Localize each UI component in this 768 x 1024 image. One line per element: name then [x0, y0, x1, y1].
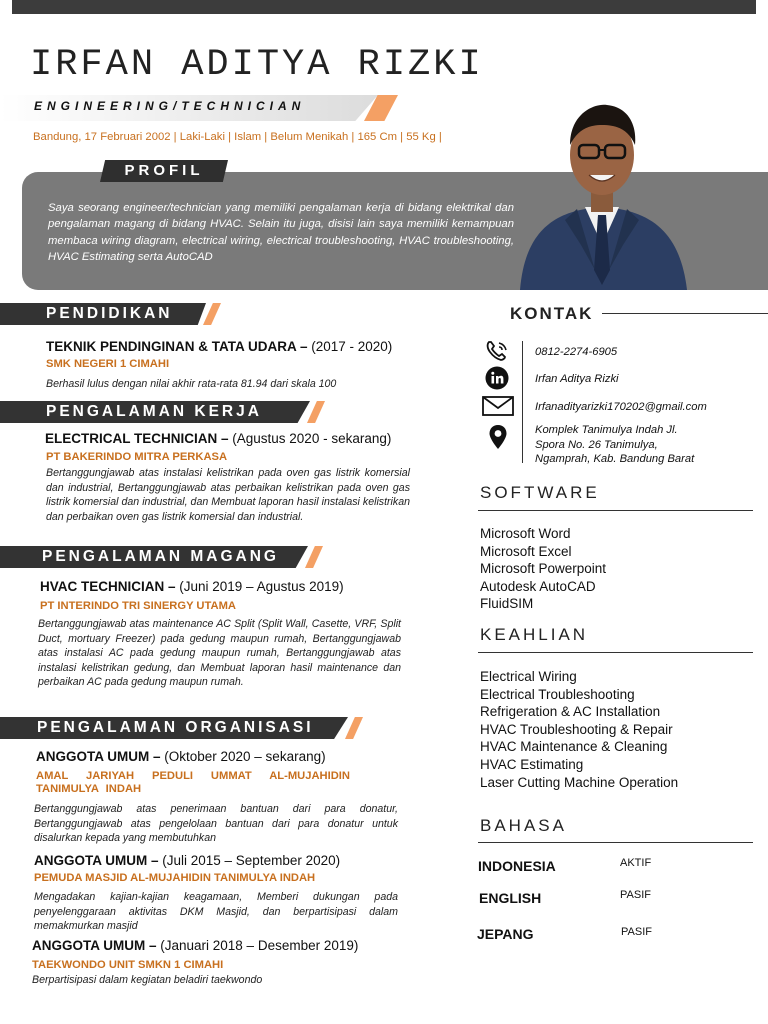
organization-role-1	[36, 749, 326, 764]
contact-linkedin[interactable]: Irfan Aditya Rizki	[535, 373, 619, 385]
education-school: SMK NEGERI 1 CIMAHI	[46, 358, 170, 370]
skills-heading: KEAHLIAN	[480, 625, 589, 644]
software-item: FluidSIM	[480, 596, 534, 612]
education-program	[46, 339, 392, 354]
software-item: Autodesk AutoCAD	[480, 578, 596, 594]
profile-photo	[515, 95, 690, 290]
contact-heading: KONTAK	[510, 304, 594, 323]
internship-role-name: HVAC TECHNICIAN –	[40, 579, 176, 594]
personal-info-line: Bandung, 17 Februari 2002 | Laki-Laki | Islam | Belum Menikah | 165 Cm | 55 Kg |	[33, 131, 442, 143]
work-heading: PENGALAMAN KERJA	[46, 403, 262, 420]
contact-divider	[522, 341, 523, 463]
work-period: (Agustus 2020 - sekarang)	[228, 431, 392, 446]
organization-desc-1: Bertanggungjawab atas penerimaan bantuan dari para donatur, Bertanggungjawab atas pengelolaan bantuan dari para donatur untuk disalurkan kepada yang membutuhkan	[34, 803, 398, 845]
language-heading: BAHASA	[480, 816, 567, 835]
work-company: PT BAKERINDO MITRA PERKASA	[46, 451, 228, 463]
address-line: Spora No. 26 Tanimulya,	[535, 438, 658, 451]
skill-item: Refrigeration & AC Installation	[480, 704, 661, 720]
resume-subtitle: ENGINEERING/TECHNICIAN	[34, 99, 306, 113]
internship-role	[40, 579, 344, 594]
organization-name-2: PEMUDA MASJID AL-MUJAHIDIN TANIMULYA INDAH	[34, 872, 316, 884]
work-accent	[307, 401, 325, 423]
organization-role-name: ANGGOTA UMUM –	[32, 938, 157, 953]
profile-text: Saya seorang engineer/technician yang memiliki pengalaman kerja di bidang elektrikal dan pengalaman magang di bidang HVAC. Selain itu juga, disisi lain saya memiliki kemampuan membaca wiring diagram, electrical wiring, electrical troubleshooting, HVAC troubleshooting, HVAC Estimating serta AutoCAD	[48, 202, 514, 263]
organization-desc-2: Mengadakan kajian-kajian keagamaan, Memberi dukungan pada penyelenggaraan aktivitas DKM Masjid, dan berpartisipasi dalam memakmurkan masjid	[34, 891, 398, 933]
organization-period: (Januari 2018 – Desember 2019)	[156, 938, 359, 953]
work-role	[45, 431, 391, 446]
education-desc: Berhasil lulus dengan nilai akhir rata-rata 81.94 dari skala 100	[46, 378, 337, 390]
internship-desc: Bertanggungjawab atas maintenance AC Split (Split Wall, Casette, VRF, Split Duct, mortuary Freezer) pada gedung maupun rumah, Bertanggungjawab atas instalasi AC pada gedung maupun rumah, Bertanggungjawab atas instalasi kelistrikan gedung, dan Membuat laporan hasil maintenance dan perbaikan AC pada gedung maupun rumah.	[38, 618, 401, 689]
profile-heading: PROFIL	[124, 162, 204, 179]
language-name: INDONESIA	[478, 858, 556, 874]
resume-name: IRFAN ADITYA RIZKI	[30, 44, 484, 86]
skill-item: Electrical Troubleshooting	[480, 686, 635, 702]
skills-list	[480, 668, 678, 791]
software-list	[480, 525, 606, 613]
organization-role-name: ANGGOTA UMUM –	[36, 749, 161, 764]
contact-email[interactable]: Irfanadityarizki170202@gmail.com	[535, 401, 707, 413]
organization-period: (Oktober 2020 – sekarang)	[160, 749, 326, 764]
linkedin-icon	[485, 366, 509, 390]
organization-name-3: TAEKWONDO UNIT SMKN 1 CIMAHI	[32, 959, 224, 971]
education-heading: PENDIDIKAN	[46, 305, 173, 322]
language-rule	[478, 842, 753, 843]
skill-item: HVAC Maintenance & Cleaning	[480, 739, 668, 755]
software-item: Microsoft Word	[480, 526, 571, 541]
organization-desc-3: Berpartisipasi dalam kegiatan beladiri taekwondo	[32, 974, 263, 986]
internship-heading: PENGALAMAN MAGANG	[42, 548, 279, 565]
language-name: ENGLISH	[479, 890, 542, 906]
language-level: PASIF	[621, 926, 652, 938]
skills-rule	[478, 652, 753, 653]
software-item: Microsoft Powerpoint	[480, 561, 607, 577]
language-name: JEPANG	[477, 926, 534, 942]
work-desc: Bertanggungjawab atas instalasi kelistrikan pada oven gas listrik komersial dan industrial, Bertanggungjawab atas perbaikan kelistrikan pada oven gas listrik komersial dan industrial, dan Membuat laporan hasil instalasi kelistrikan dan perbaikan oven gas listrik komersial dan industrial.	[46, 467, 410, 523]
phone-icon	[484, 339, 512, 363]
address-line: Ngamprah, Kab. Bandung Barat	[535, 453, 695, 465]
organization-role-name: ANGGOTA UMUM –	[34, 853, 159, 868]
organization-heading: PENGALAMAN ORGANISASI	[37, 719, 314, 736]
work-role-name: ELECTRICAL TECHNICIAN –	[45, 431, 229, 446]
contact-address	[535, 423, 694, 467]
organization-role-3	[32, 938, 358, 953]
email-icon	[482, 396, 514, 416]
language-level: PASIF	[620, 889, 651, 901]
location-icon	[488, 424, 508, 450]
software-rule	[478, 510, 753, 511]
organization-period: (Juli 2015 – September 2020)	[158, 853, 341, 868]
skill-item: HVAC Estimating	[480, 756, 584, 772]
organization-role-2	[34, 853, 340, 868]
language-level: AKTIF	[620, 857, 652, 869]
address-line: Komplek Tanimulya Indah Jl.	[535, 424, 678, 436]
education-program-name: TEKNIK PENDINGINAN & TATA UDARA –	[46, 339, 308, 354]
education-period: (2017 - 2020)	[307, 339, 393, 354]
top-bar	[12, 0, 756, 14]
organization-name-1: AMAL JARIYAH PEDULI UMMAT AL-MUJAHIDIN TANIMULYA INDAH	[36, 770, 350, 795]
education-accent	[203, 303, 221, 325]
contact-phone[interactable]: 0812-2274-6905	[535, 346, 618, 358]
skill-item: HVAC Troubleshooting & Repair	[480, 721, 673, 737]
skill-item: Electrical Wiring	[480, 669, 577, 684]
software-heading: SOFTWARE	[480, 483, 600, 502]
skill-item: Laser Cutting Machine Operation	[480, 774, 679, 790]
internship-company: PT INTERINDO TRI SINERGY UTAMA	[40, 600, 236, 612]
contact-rule	[602, 313, 768, 314]
organization-accent	[345, 717, 363, 739]
internship-period: (Juni 2019 – Agustus 2019)	[175, 579, 344, 594]
software-item: Microsoft Excel	[480, 543, 572, 559]
internship-accent	[305, 546, 323, 568]
